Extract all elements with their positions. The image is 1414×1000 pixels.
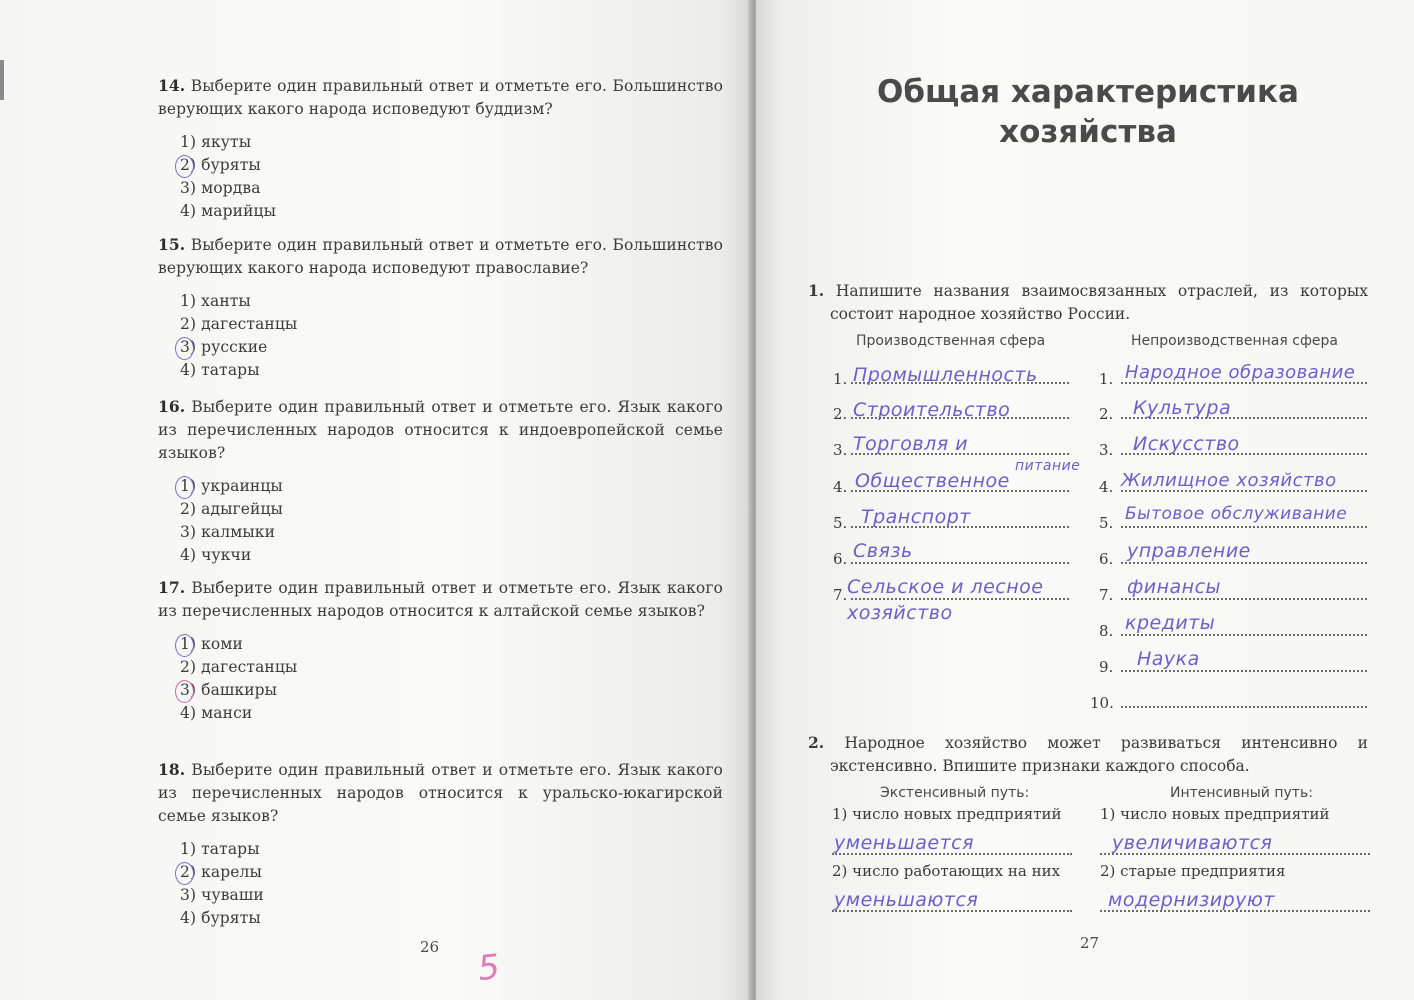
handwritten-answer: Промышленность xyxy=(853,364,1038,386)
question-number: 14. xyxy=(158,76,186,95)
option-selected[interactable]: 1) украинцы xyxy=(180,475,723,498)
column-heading-nonproduction: Непроизводственная сфера xyxy=(1131,333,1339,349)
nonproduction-row-8[interactable]: 8. кредиты xyxy=(1099,618,1369,648)
production-row-5[interactable]: 5. Транспорт xyxy=(833,510,1073,540)
question-17 xyxy=(158,576,723,725)
nonproduction-row-2[interactable]: 2. Культура xyxy=(1099,401,1369,431)
answer-circle xyxy=(175,862,194,885)
question-15 xyxy=(158,233,723,382)
option-selected[interactable]: 2) карелы xyxy=(180,861,723,884)
handwritten-answer: Связь xyxy=(853,540,913,562)
extensive-sign-2: 2) число работающих на них xyxy=(832,862,1061,880)
handwritten-answer: Искусство xyxy=(1133,433,1240,455)
handwritten-answer: Бытовое обслуживание xyxy=(1125,504,1348,524)
handwritten-answer[interactable]: уменьшается xyxy=(834,832,975,854)
option[interactable]: 4) буряты xyxy=(180,909,261,927)
option[interactable]: 4) татары xyxy=(180,361,260,379)
page-edge-mark xyxy=(0,60,4,100)
production-row-7[interactable]: 7. Сельское и лесное хозяйство xyxy=(833,582,1073,612)
answer-circle xyxy=(175,634,194,657)
column-heading-extensive: Экстенсивный путь: xyxy=(880,785,1030,801)
question-14 xyxy=(158,74,723,223)
production-row-1[interactable]: 1. Промышленность xyxy=(833,366,1073,396)
handwritten-answer: Народное образование xyxy=(1125,362,1356,383)
intensive-sign-1: 1) число новых предприятий xyxy=(1100,805,1330,823)
option[interactable]: 4) манси xyxy=(180,704,253,722)
production-row-2[interactable]: 2. Строительство xyxy=(833,401,1073,431)
task-text: Напишите названия взаимосвязанных отраслей, из которых состоит народное хозяйство России. xyxy=(830,282,1368,323)
answer-circle xyxy=(175,155,194,178)
question-text: Выберите один правильный ответ и отметьте его. Большинство верующих какого народа исповедуют буддизм? xyxy=(158,77,723,118)
handwritten-answer: Наука xyxy=(1137,648,1200,670)
question-18 xyxy=(158,758,723,930)
handwritten-answer-continued: хозяйство xyxy=(847,602,953,624)
answer-circle xyxy=(175,476,194,499)
option[interactable]: 3) чуваши xyxy=(180,886,264,904)
task-1 xyxy=(808,279,1368,326)
nonproduction-row-9[interactable]: 9. Наука xyxy=(1099,654,1369,684)
handwritten-answer-extra: питание xyxy=(1015,458,1081,474)
handwritten-grade: 5 xyxy=(475,946,502,990)
option[interactable]: 2) дагестанцы xyxy=(180,658,298,676)
question-16 xyxy=(158,395,723,567)
production-row-3[interactable]: 3. Торговля и xyxy=(833,437,1073,467)
answer-circle xyxy=(175,337,194,360)
options-list xyxy=(180,838,723,930)
question-number: 17. xyxy=(158,578,186,597)
task-2 xyxy=(808,731,1368,778)
handwritten-answer: Общественное xyxy=(855,470,1010,492)
handwritten-answer: финансы xyxy=(1127,576,1222,598)
intensive-sign-2: 2) старые предприятия xyxy=(1100,862,1286,880)
question-number: 18. xyxy=(158,760,186,779)
answer-circle-pink xyxy=(175,680,194,703)
handwritten-answer: Строительство xyxy=(853,399,1011,421)
page-number: 26 xyxy=(420,938,440,956)
nonproduction-row-3[interactable]: 3. Искусство xyxy=(1099,437,1369,467)
option-selected[interactable]: 1) коми xyxy=(180,633,723,656)
nonproduction-row-6[interactable]: 6. управление xyxy=(1099,546,1369,576)
handwritten-answer: Торговля и xyxy=(853,433,969,455)
nonproduction-row-7[interactable]: 7. финансы xyxy=(1099,582,1369,612)
option[interactable]: 1) татары xyxy=(180,840,260,858)
question-number: 15. xyxy=(158,235,186,254)
page-number: 27 xyxy=(1080,934,1100,952)
handwritten-answer[interactable]: увеличиваются xyxy=(1112,832,1273,854)
handwritten-answer: Транспорт xyxy=(861,506,971,528)
column-heading-intensive: Интенсивный путь: xyxy=(1170,785,1313,801)
handwritten-answer[interactable]: модернизируют xyxy=(1108,889,1275,911)
question-text: Выберите один правильный ответ и отметьте его. Большинство верующих какого народа исповедуют православие? xyxy=(158,236,723,277)
options-list xyxy=(180,633,723,725)
column-heading-production: Производственная сфера xyxy=(856,333,1046,349)
task-text: Народное хозяйство может развиваться интенсивно и экстенсивно. Впишите признаки каждого способа. xyxy=(830,734,1368,775)
task-number: 2. xyxy=(808,733,825,752)
question-number: 16. xyxy=(158,397,186,416)
task-number: 1. xyxy=(808,281,825,300)
option[interactable]: 1) якуты xyxy=(180,133,252,151)
handwritten-answer: Сельское и лесное xyxy=(847,576,1044,598)
options-list xyxy=(180,131,723,223)
nonproduction-row-1[interactable]: 1. Народное образование xyxy=(1099,366,1369,396)
handwritten-answer[interactable]: уменьшаются xyxy=(834,889,979,911)
option[interactable]: 4) марийцы xyxy=(180,202,277,220)
section-title: Общая характеристика хозяйства xyxy=(877,74,1299,150)
option[interactable]: 1) ханты xyxy=(180,292,251,310)
question-text: Выберите один правильный ответ и отметьте его. Язык какого из перечисленных народов относится к алтайской семье языков? xyxy=(158,579,723,620)
handwritten-answer: кредиты xyxy=(1125,612,1216,634)
question-text: Выберите один правильный ответ и отметьте его. Язык какого из перечисленных народов относится к индоевропейской семье языков? xyxy=(158,398,723,462)
handwritten-answer: Культура xyxy=(1133,397,1232,419)
nonproduction-row-10[interactable]: 10. xyxy=(1090,690,1369,720)
options-list xyxy=(180,475,723,567)
question-text: Выберите один правильный ответ и отметьте его. Язык какого из перечисленных народов относится к уральско-юкагирской семье языков? xyxy=(158,761,723,825)
option-selected[interactable]: 2) буряты xyxy=(180,154,723,177)
handwritten-answer: управление xyxy=(1127,540,1251,562)
options-list xyxy=(180,290,723,382)
nonproduction-row-4[interactable]: 4. Жилищное хозяйство xyxy=(1099,474,1369,504)
option[interactable]: 3) калмыки xyxy=(180,523,276,541)
option[interactable]: 4) чукчи xyxy=(180,546,252,564)
option[interactable]: 3) мордва xyxy=(180,179,261,197)
option-selected[interactable]: 3) русские xyxy=(180,336,723,359)
handwritten-answer: Жилищное хозяйство xyxy=(1121,470,1337,491)
option[interactable]: 2) дагестанцы xyxy=(180,315,298,333)
production-row-6[interactable]: 6. Связь xyxy=(833,546,1073,576)
option[interactable]: 2) адыгейцы xyxy=(180,500,283,518)
option-selected[interactable]: 3) башкиры xyxy=(180,679,723,702)
production-row-4[interactable]: 4. Общественное питание xyxy=(833,458,1081,496)
extensive-sign-1: 1) число новых предприятий xyxy=(832,805,1062,823)
nonproduction-row-5[interactable]: 5. Бытовое обслуживание xyxy=(1099,510,1369,540)
